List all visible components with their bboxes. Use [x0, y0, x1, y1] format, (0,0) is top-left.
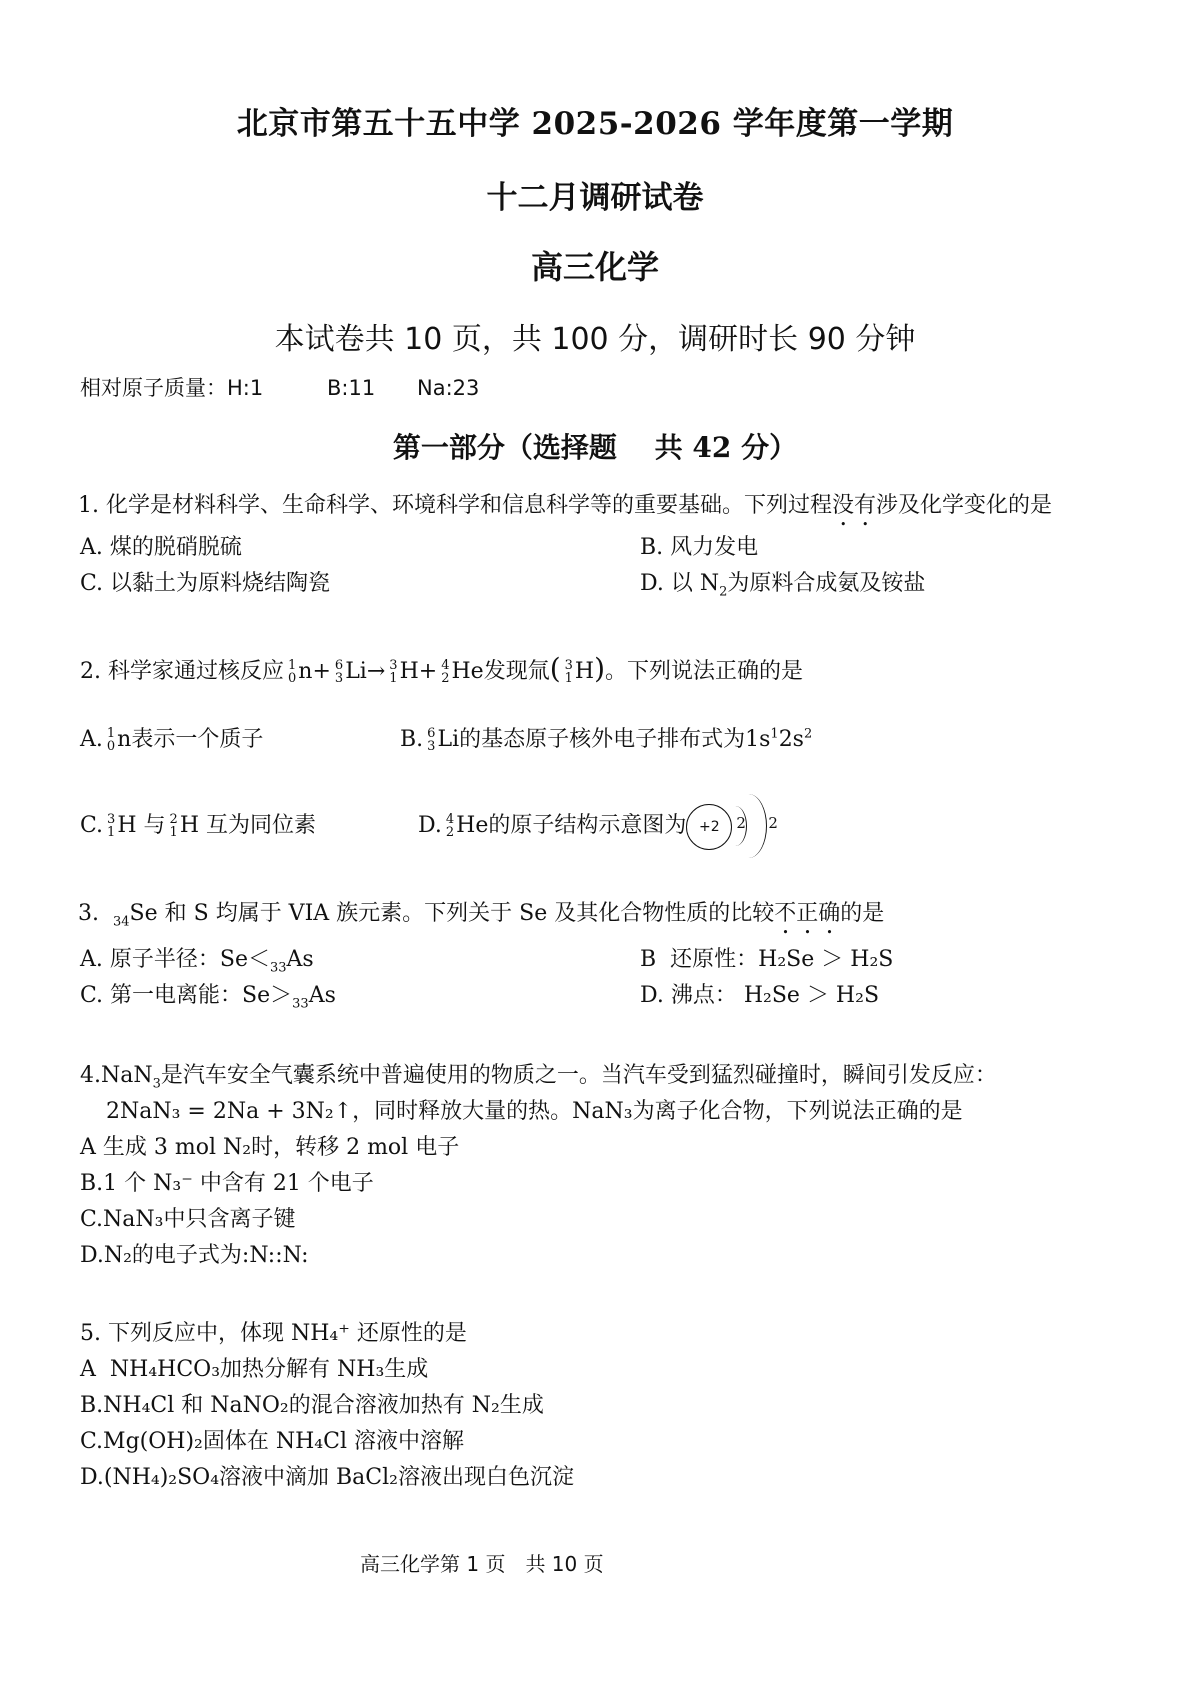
- option-4a: [80, 1130, 459, 1161]
- school-title: 北京市第五十五中学 2025-2026 学年度第一学期: [236, 106, 954, 142]
- question-3-stem: 3. $_{34}$Se 和 S 均属于 VIA 族元素。下列关于 Se 及其化合物性质的比较不正确的是: [78, 901, 885, 930]
- atomic-masses: [80, 372, 479, 402]
- option-2d: D. 4 2 He的原子结构示意图为 +2 2 2: [418, 796, 776, 856]
- option-4b: [80, 1166, 374, 1197]
- option-text: 以 N: [670, 571, 720, 596]
- option-label: C.: [80, 813, 104, 838]
- question-text: 下列反应中，体现 NH₄⁺ 还原性的是: [108, 1321, 467, 1346]
- isotope-label: 1 0: [106, 726, 116, 754]
- option-label: C.: [80, 571, 104, 596]
- option-text: 煤的脱硝脱硫: [109, 535, 242, 560]
- option-2a: A. 1 0 n表示一个质子: [80, 726, 264, 754]
- question-number: 1.: [78, 493, 99, 518]
- isotope-n: 1 0: [288, 658, 297, 686]
- option-label: C.: [80, 1429, 104, 1454]
- isotope-label: 2 1: [169, 812, 178, 840]
- emphasis-text: 不正确: [774, 901, 841, 926]
- question-text-tail: 涉及化学变化的是: [876, 493, 1053, 518]
- question-number: 3.: [78, 901, 99, 926]
- mass-na: Na:23: [417, 376, 480, 400]
- electron-shell-1: 2: [736, 814, 746, 832]
- option-label: D.: [80, 1243, 104, 1268]
- question-1-stem: [78, 488, 1052, 531]
- option-3d: [640, 978, 879, 1009]
- option-label: A: [80, 1357, 96, 1382]
- section-title: 第一部分（选择题 共 42 分）: [392, 431, 798, 464]
- question-4-equation-line: [106, 1094, 963, 1125]
- isotope-he: 4 2: [441, 658, 450, 686]
- mass-b: B:11: [327, 376, 376, 400]
- option-text: Mg(OH)₂固体在 NH₄Cl 溶液中溶解: [103, 1429, 464, 1454]
- emphasis-text: 没有: [832, 493, 877, 518]
- option-text: NaN₃中只含离子键: [103, 1207, 296, 1232]
- option-text: 原子半径：Se＜: [109, 947, 270, 972]
- option-label: D.: [80, 1465, 104, 1490]
- option-text: NH₄Cl 和 NaNO₂的混合溶液加热有 N₂生成: [103, 1393, 544, 1418]
- option-label: A.: [80, 947, 103, 972]
- isotope-label: 6 3: [427, 726, 436, 754]
- atomic-masses-label: 相对原子质量：: [80, 376, 227, 400]
- atomic-structure-diagram: [686, 796, 776, 856]
- mass-h: H:1: [227, 376, 264, 400]
- question-5-stem: [80, 1316, 467, 1347]
- reaction-arrow: →: [366, 659, 386, 684]
- option-text: 风力发电: [670, 535, 759, 560]
- option-text: 以黏土为原料烧结陶瓷: [110, 571, 331, 596]
- question-text: 。下列说法正确的是: [605, 659, 804, 684]
- option-1c: [80, 566, 330, 597]
- option-4d: [80, 1238, 309, 1269]
- option-label: C.: [80, 983, 104, 1008]
- option-label: B.: [80, 1393, 104, 1418]
- option-label: B.: [400, 727, 424, 752]
- option-1a: [80, 530, 242, 561]
- option-label: D.: [418, 813, 442, 838]
- isotope-tritium: 3 1: [564, 658, 573, 686]
- isotope-li: 6 3: [334, 658, 344, 686]
- option-text: 表示一个质子: [131, 727, 264, 752]
- nucleus: +2: [686, 804, 732, 850]
- question-text: Se 和 S 均属于 VIA 族元素。下列关于 Se 及其化合物性质的比较: [129, 901, 775, 926]
- option-5c: [80, 1424, 464, 1455]
- option-text: 第一电离能：Se＞: [110, 983, 293, 1008]
- option-text: 为原料合成氨及铵盐: [727, 571, 926, 596]
- electron-shell-2: 2: [768, 814, 778, 832]
- isotope-label: 4 2: [445, 812, 455, 840]
- option-label: B: [640, 947, 657, 972]
- option-text: 的基态原子核外电子排布式为1s: [459, 727, 771, 752]
- question-text: 科学家通过核反应: [108, 659, 285, 684]
- option-text: 1 个 N₃⁻ 中含有 21 个电子: [103, 1171, 374, 1196]
- question-number: 4.: [80, 1063, 101, 1088]
- option-4c: [80, 1202, 295, 1233]
- exam-info: 本试卷共 10 页，共 100 分，调研时长 90 分钟: [274, 322, 916, 357]
- isotope-label: 3 1: [107, 812, 116, 840]
- question-text: 发现氚: [483, 659, 550, 684]
- option-label: D.: [640, 571, 664, 596]
- option-text: 的原子结构示意图为: [488, 813, 687, 838]
- option-1d: [640, 566, 925, 599]
- question-text: 化学是材料科学、生命科学、环境科学和信息科学等的重要基础。下列过程: [106, 493, 833, 518]
- option-5b: [80, 1388, 544, 1419]
- option-label: C.: [80, 1207, 104, 1232]
- question-number: 5.: [80, 1321, 101, 1346]
- isotope-h: 3 1: [389, 658, 398, 686]
- question-text: ，同时释放大量的热。NaN₃为离子化合物，下列说法正确的是: [352, 1099, 963, 1124]
- option-1b: [640, 530, 758, 561]
- option-label: A.: [80, 727, 103, 752]
- option-label: B.: [640, 535, 664, 560]
- option-text: (NH₄)₂SO₄溶液中滴加 BaCl₂溶液出现白色沉淀: [103, 1465, 574, 1490]
- option-5a: [80, 1352, 428, 1383]
- option-5d: [80, 1460, 574, 1491]
- option-text: 沸点： H₂Se ＞ H₂S: [670, 983, 880, 1008]
- option-text: N₂的电子式为:N::N:: [103, 1243, 309, 1268]
- option-3a: A. 原子半径：$Se<_{33}As$: [80, 947, 314, 976]
- subscript: 2: [719, 584, 728, 600]
- question-2-stem: 2. 科学家通过核反应 1 0 n+ 6 3 Li→ 3 1 H+ 4 2 He发现氚( 3 1 H)。下列说法正确的是: [80, 652, 804, 686]
- option-label: B.: [80, 1171, 104, 1196]
- option-text: 还原性：H₂Se ＞ H₂S: [670, 947, 894, 972]
- exam-title: 十二月调研试卷: [486, 180, 704, 216]
- question-4-stem: 4.NaN$_3$是汽车安全气囊系统中普遍使用的物质之一。当汽车受到猛烈碰撞时，瞬间引发反应：: [80, 1063, 997, 1092]
- option-label: A: [80, 1135, 96, 1160]
- option-2c: C. 3 1 H 与 2 1 H 互为同位素: [80, 812, 317, 840]
- option-2b: B. 6 3 Li的基态原子核外电子排布式为$1s^12s^2$: [400, 726, 813, 754]
- option-label: D.: [640, 983, 664, 1008]
- question-number: 2.: [80, 659, 101, 684]
- question-text-tail: 的是: [840, 901, 885, 926]
- question-text: 是汽车安全气囊系统中普遍使用的物质之一。当汽车受到猛烈碰撞时，瞬间引发反应：: [160, 1063, 997, 1088]
- option-text: 生成 3 mol N₂时，转移 2 mol 电子: [102, 1135, 460, 1160]
- option-3c: C. 第一电离能：$Se>_{33}As$: [80, 983, 336, 1012]
- option-3b: [640, 942, 893, 973]
- option-text: NH₄HCO₃加热分解有 NH₃生成: [109, 1357, 429, 1382]
- option-text: 互为同位素: [206, 813, 317, 838]
- option-label: A.: [80, 535, 103, 560]
- page-footer: 高三化学第 1 页 共 10 页: [360, 1552, 604, 1576]
- chemical-equation: 2NaN₃ = 2Na + 3N₂↑: [106, 1099, 353, 1124]
- subject-title: 高三化学: [530, 248, 659, 286]
